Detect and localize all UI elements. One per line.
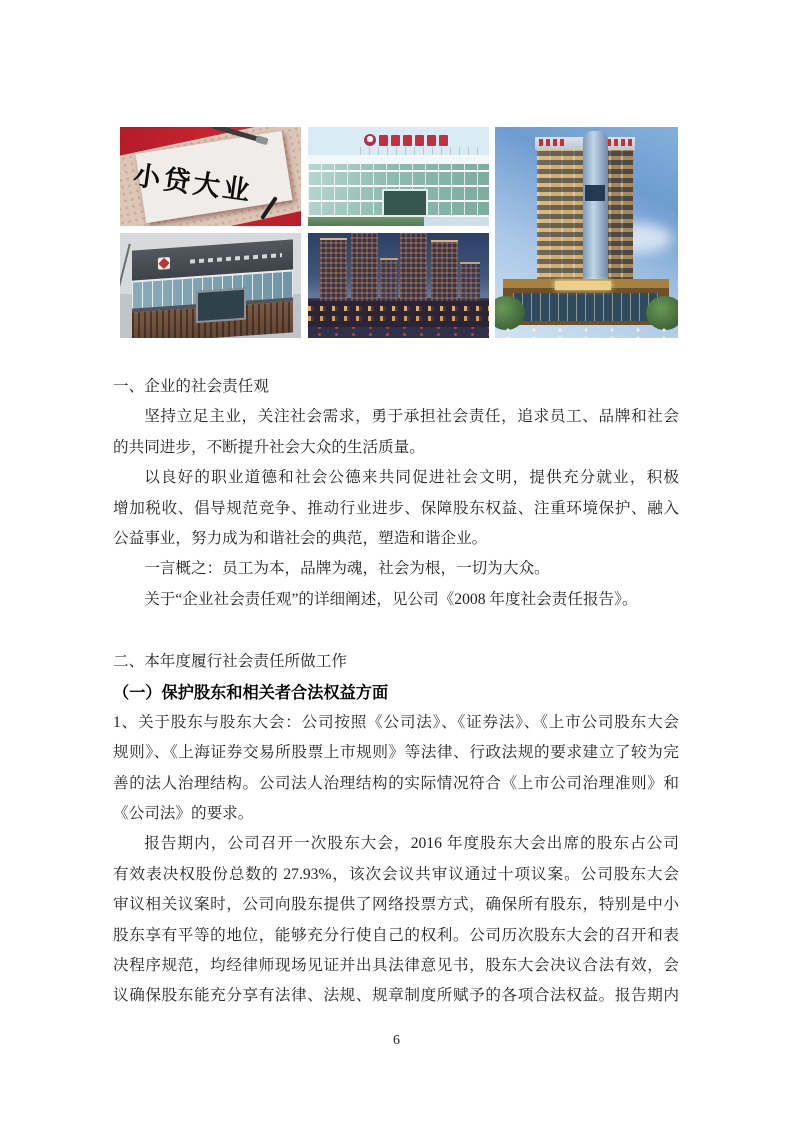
roof-parapet — [308, 155, 489, 164]
body-line: 1、关于股东与股东大会：公司按照《公司法》、《证券法》、《上市公司股东大会 — [113, 713, 679, 731]
sign-glyph — [415, 135, 424, 146]
podium-lit-sign — [555, 281, 611, 290]
podium-storefront — [513, 293, 659, 321]
heading-csr-work: 二、本年度履行社会责任所做工作 — [113, 653, 347, 671]
photo-branch-showroom — [120, 233, 301, 338]
tower-silhouette — [431, 240, 458, 304]
body-line: 坚持立足主业，关注社会需求，勇于承担社会责任，追求员工、品牌和社会 — [144, 408, 679, 426]
facade-sign-text — [190, 253, 282, 263]
sign-glyph — [439, 135, 448, 146]
body-line: 关于“企业社会责任观”的详细阐述，见公司《2008 年度社会责任报告》。 — [144, 590, 638, 608]
body-line: 以良好的职业道德和社会公德来共同促进社会文明，提供充分就业，积极 — [144, 469, 679, 487]
glass-cylinder — [583, 131, 608, 289]
sign-glyph — [391, 135, 400, 146]
photo-residential-skyline-dusk — [308, 233, 489, 338]
photo-green-glass-building — [308, 127, 489, 226]
page-number: 6 — [393, 1033, 400, 1048]
body-line: 规则》、《上海证券交易所股票上市规则》等法律、行政法规的要求建立了较为完 — [113, 744, 679, 762]
tower-sign-left — [539, 139, 565, 146]
tower-podium — [503, 279, 669, 325]
street-ground — [495, 326, 678, 338]
tree-branch — [120, 244, 131, 299]
photo-calligraphy-small-loans — [120, 127, 301, 226]
lit-podium-mall — [308, 301, 489, 327]
body-line: 公益事业，努力成为和谐社会的典范，塑造和谐企业。 — [113, 529, 488, 547]
sign-glyph — [379, 135, 388, 146]
body-line: 一言概之：员工为本，品牌为魂，社会为根，一切为大众。 — [144, 560, 550, 578]
tower-sign-right — [607, 139, 633, 146]
tower-silhouette — [380, 258, 398, 304]
body-line: 的共同进步，不断提升社会大众的生活质量。 — [113, 438, 425, 456]
body-line: 报告期内，公司召开一次股东大会，2016 年度股东大会出席的股东占公司 — [144, 835, 679, 853]
photo-collage — [120, 127, 678, 338]
tower-silhouette — [320, 238, 347, 304]
document-body — [113, 372, 679, 1012]
sign-scaffold — [360, 147, 480, 155]
calligraphy-text: 小贷大业 — [131, 160, 255, 207]
driveway — [424, 217, 489, 226]
body-line: 审议相关议案时，公司向股东提供了网络投票方式，确保所有股东，特别是中小 — [113, 896, 679, 914]
street-at-night — [308, 327, 489, 338]
body-line: 《公司法》的要求。 — [113, 805, 254, 823]
building-roof-sign — [364, 134, 448, 146]
building-entrance — [382, 189, 428, 217]
sign-glyph — [403, 135, 412, 146]
heading-csr-view: 一、企业的社会责任观 — [113, 378, 269, 395]
cylinder-balcony — [585, 185, 605, 201]
body-line: 善的法人治理结构。公司法人治理结构的实际情况符合《上市公司治理准则》和 — [113, 774, 679, 792]
showroom-building — [132, 239, 293, 327]
entrance-door — [196, 288, 246, 323]
company-logo-icon — [364, 134, 376, 146]
tower-silhouette — [351, 233, 378, 304]
photo-headquarters-tower — [495, 127, 678, 338]
body-line: 股东享有平等的地位，能够充分行使自己的权利。公司历次股东大会的召开和表 — [113, 926, 679, 944]
tower-silhouette — [400, 233, 427, 304]
body-line: 有效表决权股份总数的 27.93%，该次会议共审议通过十项议案。公司股东大会 — [113, 865, 679, 883]
body-line: 增加税收、倡导规范竞争、推动行业进步、保障股东权益、注重环境保护、融入 — [113, 499, 679, 517]
body-line: 决程序规范，均经律师现场见证并出具法律意见书，股东大会决议合法有效，会 — [113, 957, 679, 975]
sign-glyph — [427, 135, 436, 146]
tower-silhouette — [460, 262, 480, 304]
body-line: 议确保股东能充分享有法律、法规、规章制度所赋予的各项合法权益。报告期内 — [113, 987, 679, 1005]
heading-shareholder-rights: （一）保护股东和相关者合法权益方面 — [113, 683, 389, 702]
tree — [646, 296, 678, 330]
greenery-strip — [308, 217, 424, 226]
facade-logo-icon — [158, 257, 170, 270]
